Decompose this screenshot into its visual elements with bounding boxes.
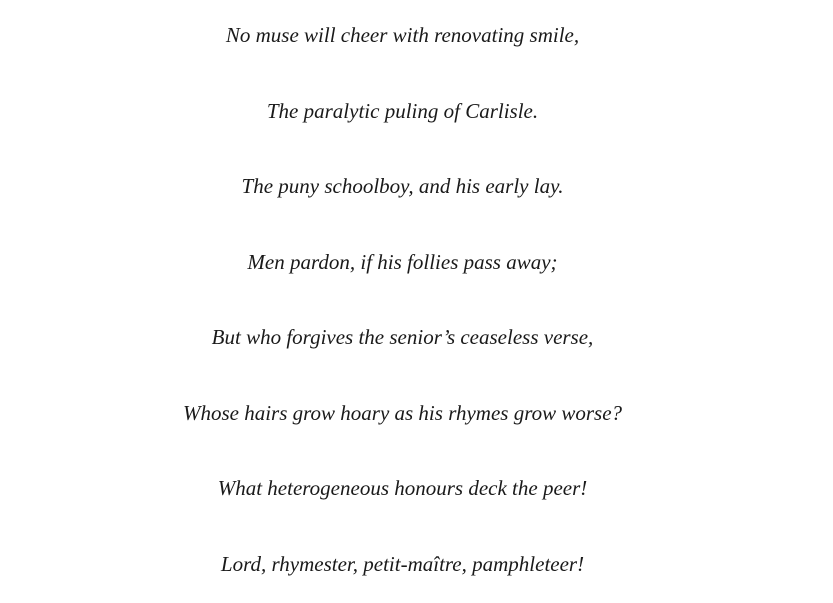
verse-line: Men pardon, if his follies pass away; — [247, 250, 558, 274]
verse-line: Whose hairs grow hoary as his rhymes grow worse? — [182, 401, 623, 425]
verse-line: No muse will cheer with renovating smile, — [225, 23, 580, 47]
verse-line: Lord, rhymester, petit-maître, pamphleteer! — [220, 552, 585, 576]
verse-line: But who forgives the senior’s ceaseless verse, — [211, 325, 594, 349]
verse-line: The paralytic puling of Carlisle. — [266, 99, 539, 123]
verse-line: What heterogeneous honours deck the peer! — [217, 476, 588, 500]
verse-line: The puny schoolboy, and his early lay. — [241, 174, 564, 198]
